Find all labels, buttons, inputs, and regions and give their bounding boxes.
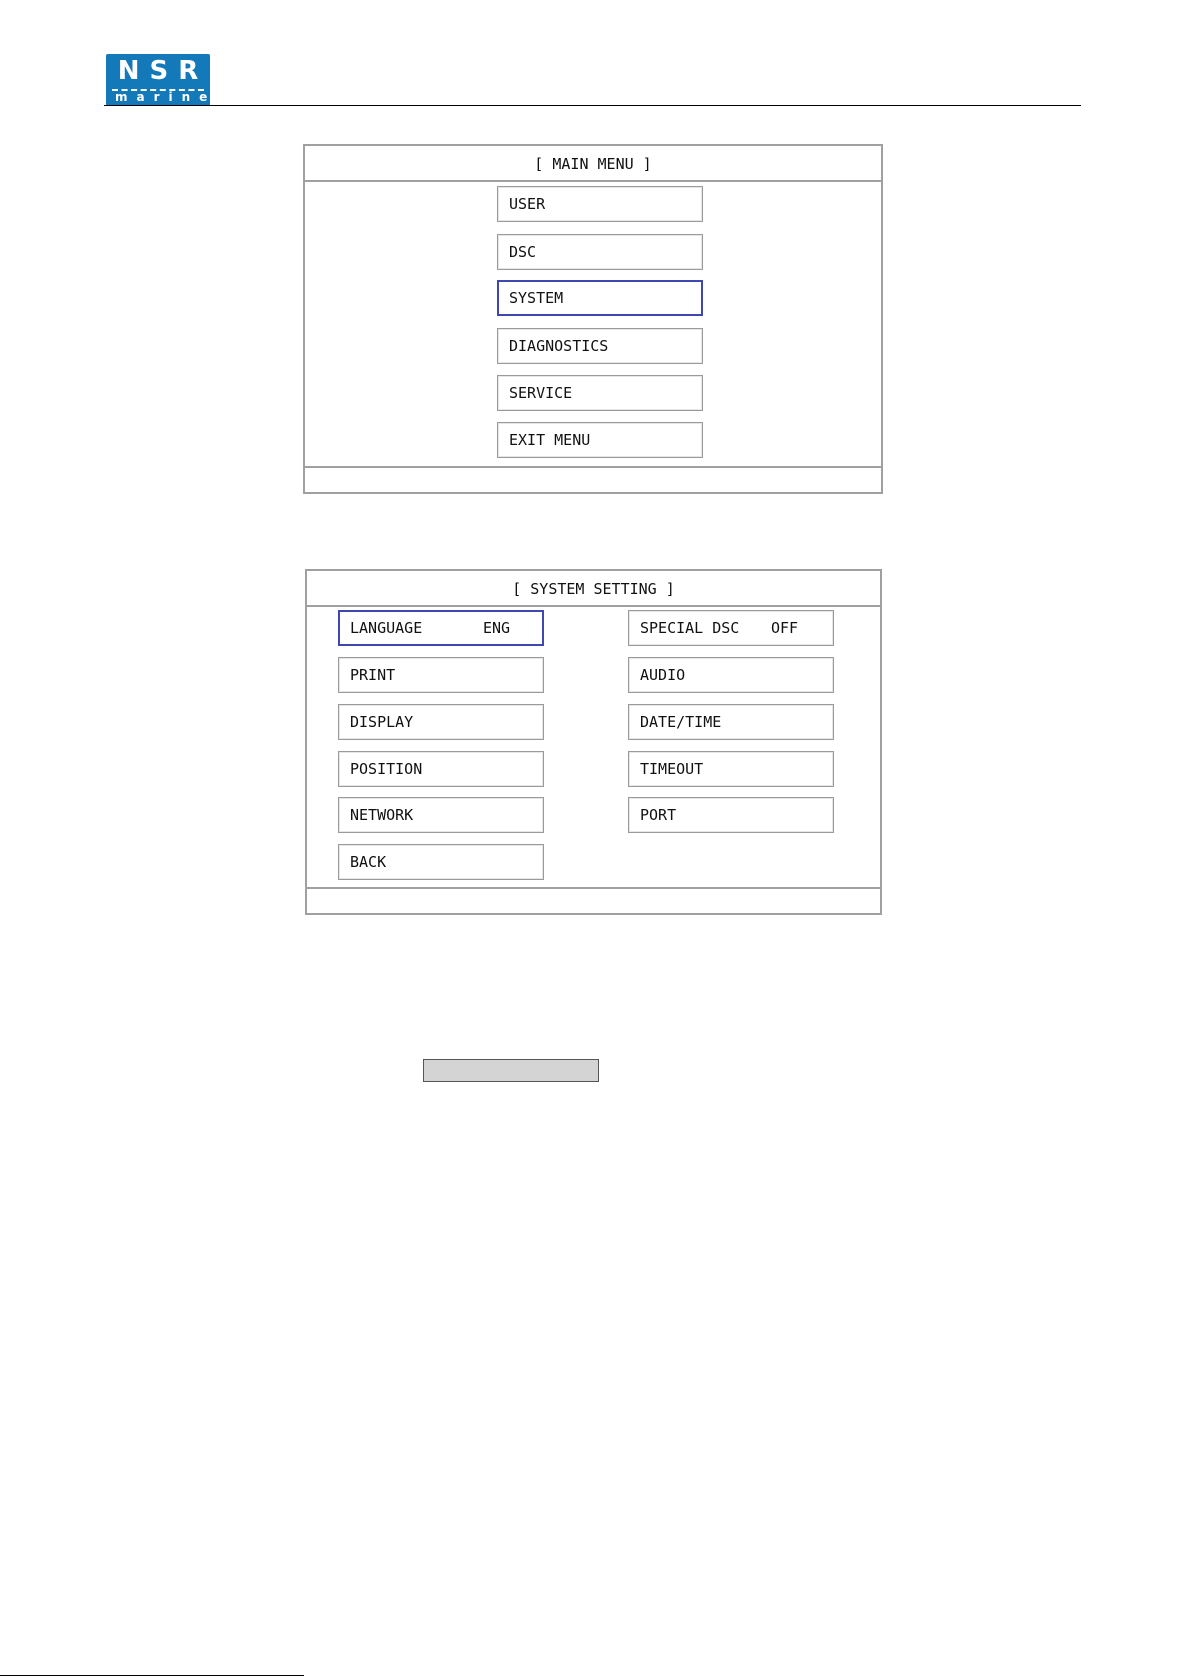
system-setting-status-bar xyxy=(307,887,880,913)
menu-item-system[interactable]: SYSTEM xyxy=(497,280,703,316)
logo-text-top: NSR xyxy=(117,56,209,86)
setting-special-dsc[interactable] xyxy=(628,610,834,646)
system-setting-panel xyxy=(305,569,882,915)
main-menu-status-bar xyxy=(305,466,881,492)
setting-timeout-label: TIMEOUT xyxy=(640,760,704,778)
main-menu-panel xyxy=(303,144,883,494)
setting-language-value: ENG xyxy=(483,619,511,637)
setting-date-time-label: DATE/TIME xyxy=(640,713,722,731)
setting-back[interactable] xyxy=(338,844,544,880)
main-menu-title: [ MAIN MENU ] xyxy=(305,146,881,182)
menu-item-dsc[interactable]: DSC xyxy=(497,234,703,270)
menu-item-service[interactable]: SERVICE xyxy=(497,375,703,411)
header-divider xyxy=(104,105,1081,106)
logo-text-bottom: marine xyxy=(115,90,217,104)
setting-back-label: BACK xyxy=(350,853,387,871)
setting-print[interactable] xyxy=(338,657,544,693)
nsr-marine-logo xyxy=(106,54,217,106)
setting-print-label: PRINT xyxy=(350,666,396,684)
setting-date-time[interactable] xyxy=(628,704,834,740)
setting-audio[interactable] xyxy=(628,657,834,693)
setting-audio-label: AUDIO xyxy=(640,666,686,684)
setting-display[interactable] xyxy=(338,704,544,740)
setting-special-dsc-label: SPECIAL DSC xyxy=(640,619,740,637)
setting-port-label: PORT xyxy=(640,806,677,824)
blank-gray-field xyxy=(423,1059,599,1082)
setting-display-label: DISPLAY xyxy=(350,713,414,731)
setting-language[interactable] xyxy=(338,610,544,646)
setting-network[interactable] xyxy=(338,797,544,833)
setting-language-label: LANGUAGE xyxy=(350,619,423,637)
setting-position-label: POSITION xyxy=(350,760,423,778)
footer-divider xyxy=(0,1675,304,1676)
setting-special-dsc-value: OFF xyxy=(771,619,799,637)
system-setting-title: [ SYSTEM SETTING ] xyxy=(307,571,880,607)
setting-port[interactable] xyxy=(628,797,834,833)
menu-item-user[interactable]: USER xyxy=(497,186,703,222)
setting-position[interactable] xyxy=(338,751,544,787)
setting-timeout[interactable] xyxy=(628,751,834,787)
menu-item-diagnostics[interactable]: DIAGNOSTICS xyxy=(497,328,703,364)
setting-network-label: NETWORK xyxy=(350,806,414,824)
menu-item-exit-menu[interactable]: EXIT MENU xyxy=(497,422,703,458)
